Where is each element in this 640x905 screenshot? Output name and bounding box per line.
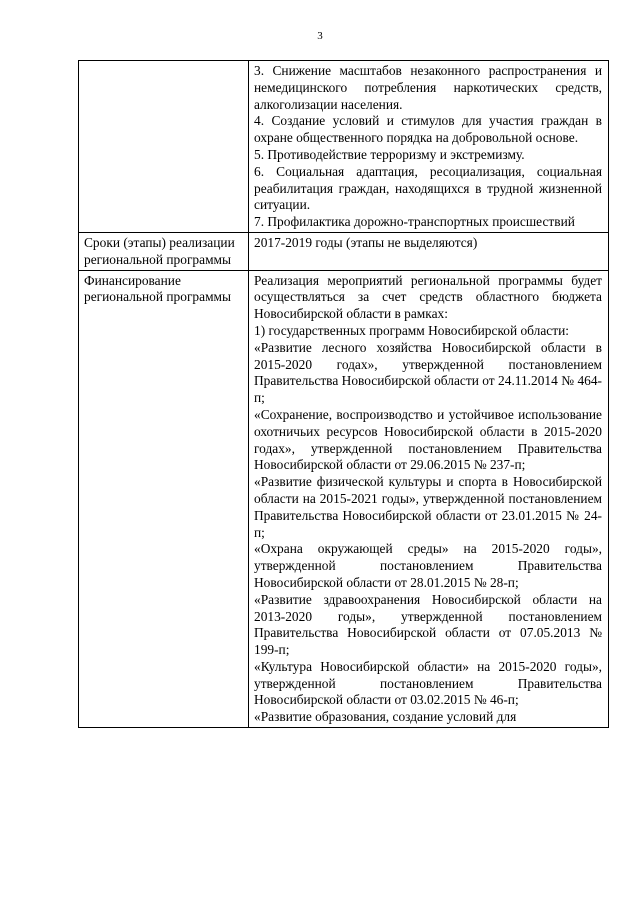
- row-content-financing: [249, 270, 609, 728]
- row-label-empty: [79, 61, 249, 233]
- paragraph: «Культура Новосибирской области» на 2015-2020 годы», утвержденной постановлением Правительства Новосибирской области от 03.02.2015 № 46-п;: [254, 658, 602, 708]
- paragraph: 7. Профилактика дорожно-транспортных происшествий: [254, 214, 575, 230]
- row-content-goals: [249, 61, 609, 233]
- row-content-terms: [249, 232, 609, 270]
- paragraph: «Развитие лесного хозяйства Новосибирской области в 2015-2020 годах», утвержденной постановлением Правительства Новосибирской области от 24.11.2014 № 464-п;: [254, 339, 602, 406]
- paragraph: «Охрана окружающей среды» на 2015-2020 годы», утвержденной постановлением Правительства Новосибирской области от 28.01.2015 № 28-п;: [254, 541, 602, 590]
- table-row-terms: [79, 232, 609, 270]
- paragraph: «Развитие образования, создание условий для: [254, 709, 517, 725]
- paragraph: 6. Социальная адаптация, ресоциализация, социальная реабилитация граждан, находящихся в трудной жизненной ситуации.: [254, 163, 602, 213]
- paragraph: «Развитие здравоохранения Новосибирской области на 2013-2020 годы», утвержденной постановлением Правительства Новосибирской области от 07.05.2013 № 199-п;: [254, 591, 602, 658]
- row-label-financing: Финансирование региональной программы: [79, 270, 249, 728]
- paragraph: 2017-2019 годы (этапы не выделяются): [254, 234, 478, 250]
- table-row-financing: [79, 270, 609, 728]
- program-passport-table: [78, 60, 609, 728]
- paragraph: 4. Создание условий и стимулов для участия граждан в охране общественного порядка на добровольной основе.: [254, 113, 602, 146]
- paragraph: 1) государственных программ Новосибирской области:: [254, 322, 569, 338]
- paragraph: 3. Снижение масштабов незаконного распространения и немедицинского потребления наркотических средств, алкоголизации населения.: [254, 63, 602, 112]
- table-row-goals-continued: [79, 61, 609, 233]
- paragraph: «Сохранение, воспроизводство и устойчивое использование охотничьих ресурсов Новосибирской области в 2015-2020 годах», утвержденной постановлением Правительства Новосибирской области от 29.06.2015 № 237-п;: [254, 406, 602, 473]
- page-number: 3: [317, 30, 323, 42]
- paragraph: 5. Противодействие терроризму и экстремизму.: [254, 146, 525, 162]
- row-label-terms: Сроки (этапы) реализации региональной программы: [79, 232, 249, 270]
- paragraph: «Развитие физической культуры и спорта в Новосибирской области на 2015-2021 годы», утвержденной постановлением Правительства Новосибирской области от 23.01.2015 № 24-п;: [254, 474, 602, 540]
- paragraph: Реализация мероприятий региональной программы будет осуществляться за счет средств областного бюджета Новосибирской области в рамках:: [254, 272, 602, 322]
